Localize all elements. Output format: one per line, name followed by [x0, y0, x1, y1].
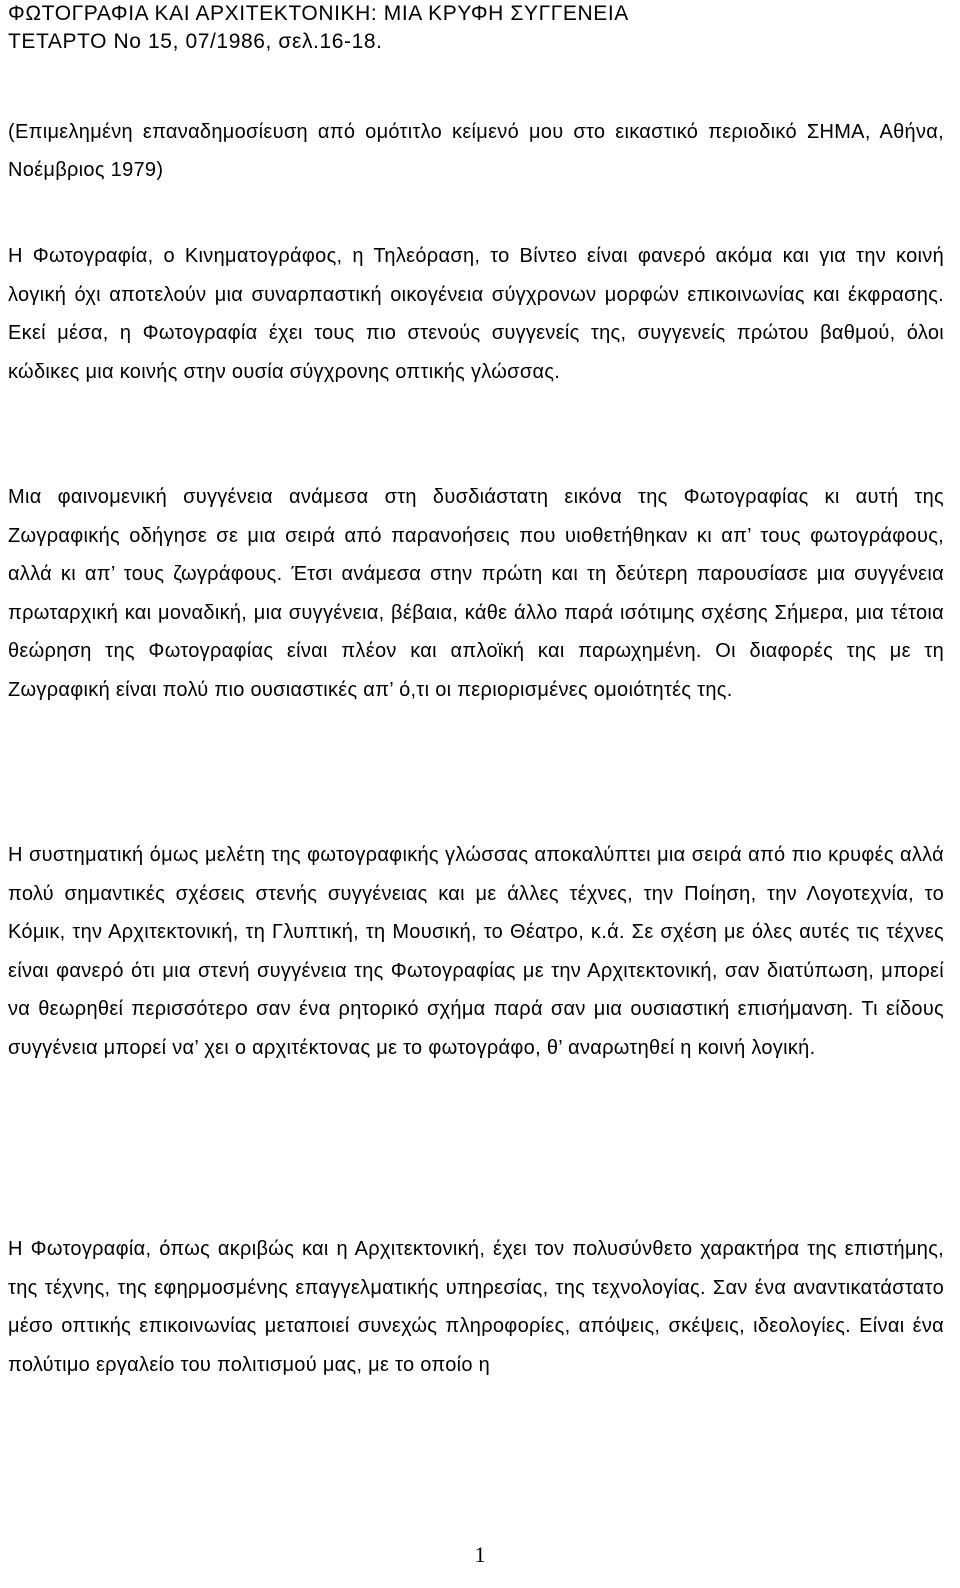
body-paragraph-2: Μια φαινομενική συγγένεια ανάμεσα στη δυσδιάστατη εικόνα της Φωτογραφίας κι αυτή της Ζωγραφικής οδήγησε σε μια σειρά από παρανοήσεις που υιοθετήθηκαν κι απ’ τους φωτογράφους, αλλά κι απ’ τους ζωγράφους. Έτσι ανάμεσα στην πρώτη και τη δεύτερη παρουσίασε μια συγγένεια πρωταρχική και μοναδική, μια συγγένεια, βέβαια, κάθε άλλο παρά ισότιμης σχέσης Σήμερα, μια τέτοια θεώρηση της Φωτογραφίας είναι πλέον και απλοϊκή και παρωχημένη. Οι διαφορές της με τη Ζωγραφική είναι πολύ πιο ουσιαστικές απ’ ό,τι οι περιορισμένες ομοιότητές της. — [8, 486, 944, 701]
page-number: 1 — [474, 1542, 486, 1567]
document-header — [8, 0, 952, 56]
body-paragraph-1: Η Φωτογραφία, ο Κινηματογράφος, η Τηλεόραση, το Βίντεο είναι φανερό ακόμα και για την κοινή λογική όχι αποτελούν μια συναρπαστική οικογένεια σύγχρονων μορφών επικοινωνίας και έκφρασης. Εκεί μέσα, η Φωτογραφία έχει τους πιο στενούς συγγενείς της, συγγενείς πρώτου βαθμού, όλοι κώδικες μια κοινής στην ουσία σύγχρονης οπτικής γλώσσας. — [8, 245, 944, 383]
publication-source: ΤΕΤΑΡΤΟ Νο 15, 07/1986, σελ.16-18. — [8, 30, 383, 53]
body-paragraph-3: Η συστηματική όμως μελέτη της φωτογραφικής γλώσσας αποκαλύπτει μια σειρά από πιο κρυφές αλλά πολύ σημαντικές σχέσεις στενής συγγένειας και με άλλες τέχνες, την Ποίηση, την Λογοτεχνία, το Κόμικ, την Αρχιτεκτονική, τη Γλυπτική, τη Μουσική, το Θέατρο, κ.ά. Σε σχέση με όλες αυτές τις τέχνες είναι φανερό ότι μια στενή συγγένεια της Φωτογραφίας με την Αρχιτεκτονική, σαν διατύπωση, μπορεί να θεωρηθεί περισσότερο σαν ένα ρητορικό σχήμα παρά σαν μια ουσιαστική επισήμανση. Τι είδους συγγένεια μπορεί να’ χει ο αρχιτέκτονας με το φωτογράφο, θ’ αναρωτηθεί η κοινή λογική. — [8, 844, 944, 1059]
body-paragraph-4: Η Φωτογραφία, όπως ακριβώς και η Αρχιτεκτονική, έχει τον πολυσύνθετο χαρακτήρα της επιστήμης, της τέχνης, της εφηρμοσμένης επαγγελματικής υπηρεσίας, της τεχνολογίας. Σαν ένα αναντικατάστατο μέσο οπτικής επικοινωνίας μεταποιεί συνεχώς πληροφορίες, απόψεις, σκέψεις, ιδεολογίες. Είναι ένα πολύτιμο εργαλείο του πολιτισμού μας, με το οποίο η — [8, 1238, 944, 1376]
publication-note: (Επιμελημένη επαναδημοσίευση από ομότιτλο κείμενό μου στο εικαστικό περιοδικό ΣΗΜΑ, Αθήνα, Νοέμβριος 1979) — [8, 121, 944, 181]
document-title: ΦΩΤΟΓΡΑΦΙΑ ΚΑΙ ΑΡΧΙΤΕΚΤΟΝΙΚΗ: ΜΙΑ ΚΡΥΦΗ ΣΥΓΓΕΝΕΙΑ — [8, 2, 629, 25]
